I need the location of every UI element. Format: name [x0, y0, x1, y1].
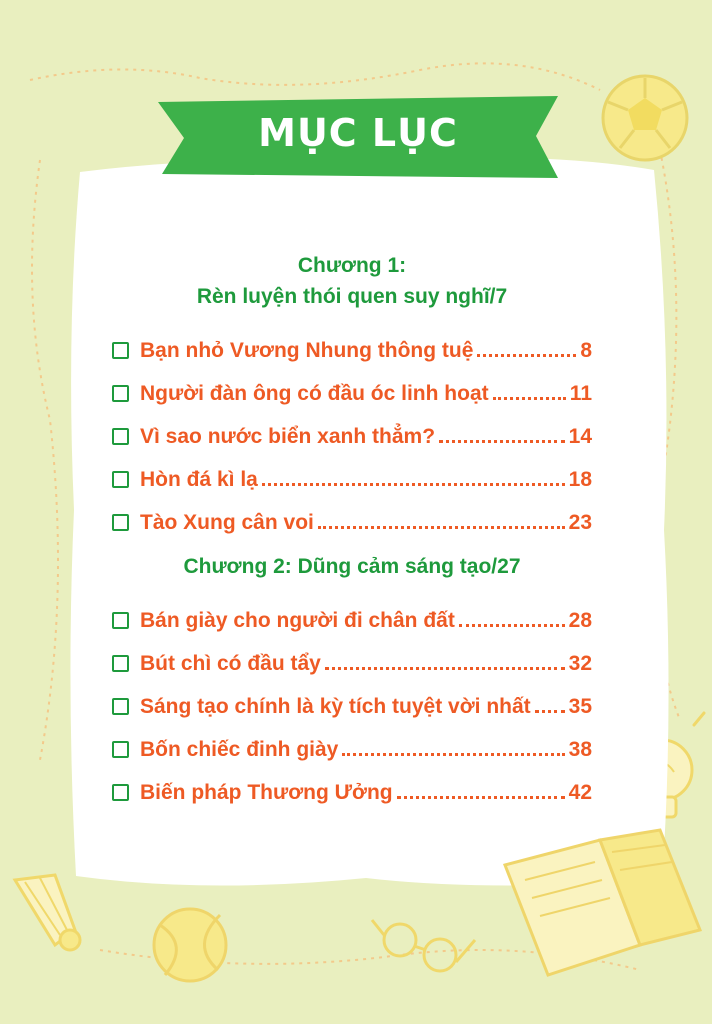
toc-entry[interactable] [112, 365, 592, 408]
toc-entry[interactable] [112, 635, 592, 678]
toc-entry-page: 38 [568, 738, 592, 761]
toc-entry-title: Bạn nhỏ Vương Nhung thông tuệ [140, 339, 474, 362]
checkbox-icon [112, 612, 129, 629]
checkbox-icon [112, 471, 129, 488]
page-title: MỤC LỤC [258, 111, 458, 155]
toc-entry-title: Người đàn ông có đầu óc linh hoạt [140, 382, 489, 405]
checkbox-icon [112, 428, 129, 445]
toc-entry-title: Bốn chiếc đinh giày [140, 738, 339, 761]
toc-entry-page: 23 [568, 511, 592, 534]
table-of-contents [112, 250, 592, 807]
checkbox-icon [112, 784, 129, 801]
toc-entry-title: Sáng tạo chính là kỳ tích tuyệt vời nhất [140, 695, 531, 718]
toc-entry[interactable] [112, 322, 592, 365]
chapter-2-heading-line1: Chương 2: Dũng cảm sáng tạo/27 [183, 555, 521, 578]
checkbox-icon [112, 514, 129, 531]
toc-entry-title: Tào Xung cân voi [140, 511, 314, 534]
checkbox-icon [112, 385, 129, 402]
checkbox-icon [112, 698, 129, 715]
toc-entry[interactable] [112, 721, 592, 764]
dot-leader [342, 753, 564, 756]
checkbox-icon [112, 655, 129, 672]
dot-leader [325, 667, 565, 670]
toc-entry-page: 8 [580, 339, 592, 362]
chapter-1-heading-line2: Rèn luyện thói quen suy nghĩ/7 [196, 285, 508, 308]
toc-entry[interactable] [112, 592, 592, 635]
toc-entry[interactable] [112, 408, 592, 451]
toc-entry-page: 32 [568, 652, 592, 675]
toc-entry[interactable] [112, 451, 592, 494]
dot-leader [397, 796, 565, 799]
checkbox-icon [112, 342, 129, 359]
chapter-1-heading [112, 250, 592, 312]
toc-entry-title: Bút chì có đầu tẩy [140, 652, 321, 675]
dot-leader [535, 710, 565, 713]
toc-entry-title: Hòn đá kì lạ [140, 468, 258, 491]
toc-entry-page: 35 [568, 695, 592, 718]
dot-leader [439, 440, 565, 443]
toc-entry-title: Biến pháp Thương Ưởng [140, 781, 393, 804]
toc-entry-page: 14 [568, 425, 592, 448]
chapter-2-heading [112, 551, 592, 582]
dot-leader [262, 483, 565, 486]
dot-leader [459, 624, 565, 627]
toc-entry-title: Bán giày cho người đi chân đất [140, 609, 455, 632]
dot-leader [318, 526, 565, 529]
checkbox-icon [112, 741, 129, 758]
dot-leader [477, 354, 576, 357]
toc-entry-title: Vì sao nước biển xanh thẳm? [140, 425, 436, 448]
chapter-1-heading-line1: Chương 1: [297, 254, 407, 277]
toc-entry[interactable] [112, 494, 592, 537]
dot-leader [493, 397, 566, 400]
toc-entry-page: 11 [569, 382, 592, 405]
toc-entry-page: 42 [568, 781, 592, 804]
toc-entry[interactable] [112, 764, 592, 807]
toc-entry-page: 18 [568, 468, 592, 491]
toc-entry[interactable] [112, 678, 592, 721]
toc-entry-page: 28 [568, 609, 592, 632]
